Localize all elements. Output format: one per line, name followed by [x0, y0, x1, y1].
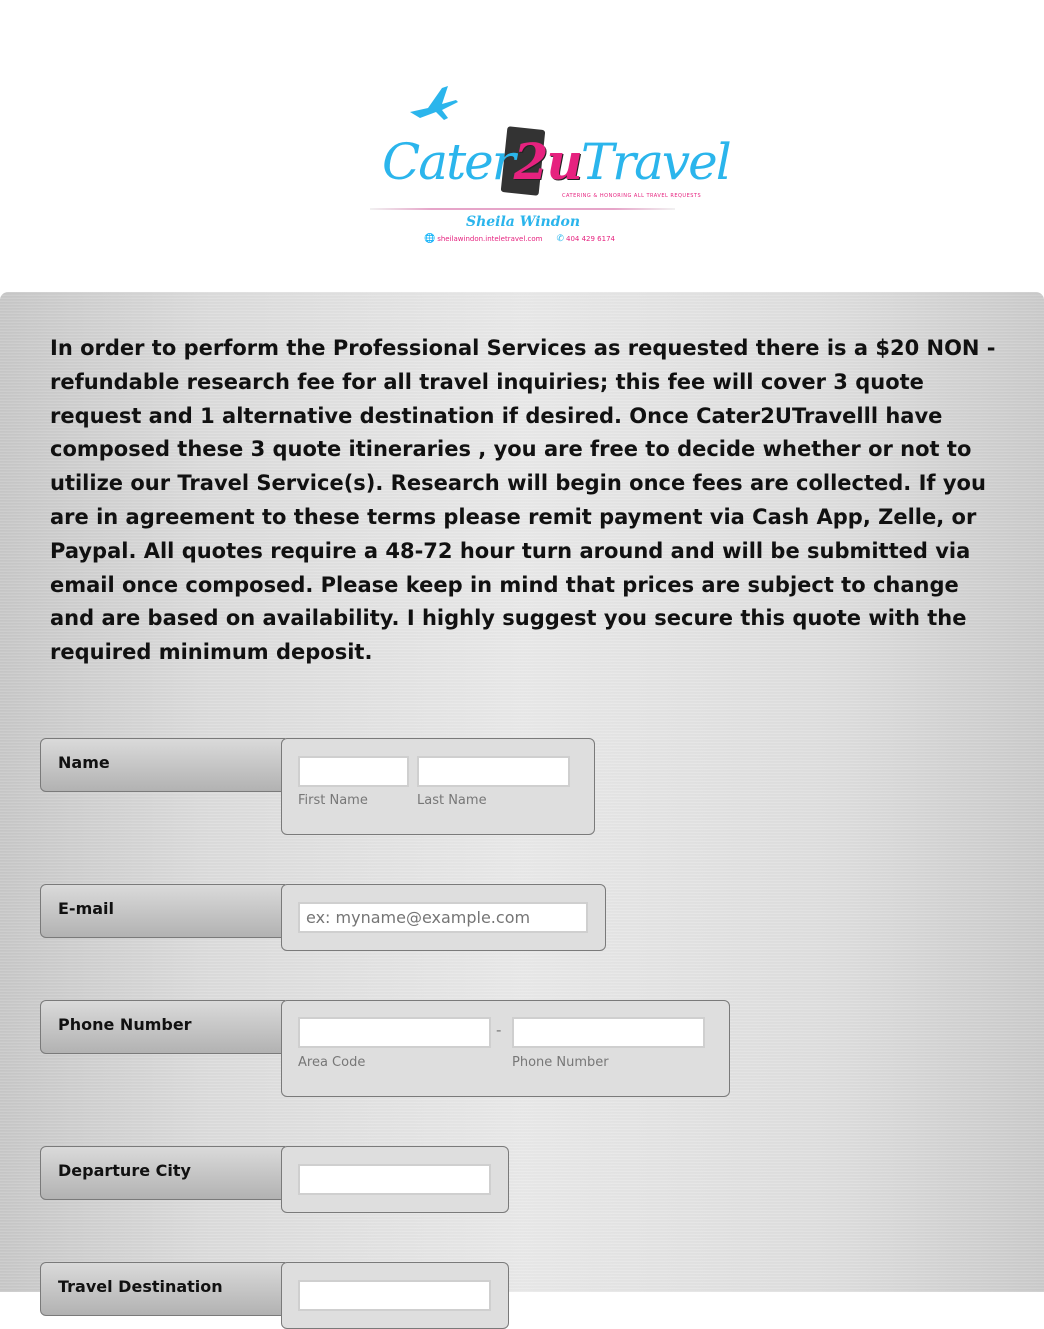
- phone-number-sublabel: Phone Number: [512, 1055, 609, 1070]
- email-field-group: [281, 884, 606, 951]
- brand-suffix: Travel: [580, 133, 730, 191]
- agent-name: Sheila Windon: [465, 214, 581, 230]
- brand-wordmark: [382, 132, 730, 191]
- brand-highlight: 2u: [513, 132, 581, 191]
- brand-tagline: CATERING & HONORING ALL TRAVEL REQUESTS: [562, 193, 702, 199]
- departure-city-input[interactable]: [298, 1164, 491, 1195]
- travel-destination-input[interactable]: [298, 1280, 491, 1311]
- phone-text: 404 429 6174: [566, 235, 615, 243]
- brand-logo: [368, 80, 730, 250]
- departure-city-label: Departure City: [40, 1146, 285, 1200]
- airplane-icon: [408, 82, 460, 122]
- divider: [370, 208, 675, 210]
- name-label: Name: [40, 738, 285, 792]
- area-code-input[interactable]: [298, 1017, 491, 1048]
- departure-city-field-group: [281, 1146, 509, 1213]
- form-panel: [0, 292, 1044, 1296]
- first-name-sublabel: First Name: [298, 793, 368, 808]
- first-name-input[interactable]: [298, 756, 409, 787]
- phone-icon: ✆: [556, 234, 564, 244]
- phone-separator: -: [496, 1021, 502, 1039]
- email-label: E-mail: [40, 884, 285, 938]
- globe-icon: 🌐: [424, 234, 436, 244]
- area-code-sublabel: Area Code: [298, 1055, 366, 1070]
- email-input[interactable]: [298, 902, 588, 933]
- phone-number-input[interactable]: [512, 1017, 705, 1048]
- last-name-input[interactable]: [417, 756, 570, 787]
- phone-item: [556, 234, 615, 244]
- website-text: sheilawindon.inteletravel.com: [437, 235, 543, 243]
- brand-prefix: Cater: [382, 133, 514, 191]
- name-field-group: [281, 738, 595, 835]
- phone-label: Phone Number: [40, 1000, 285, 1054]
- website-item: [424, 234, 542, 244]
- travel-destination-label: Travel Destination: [40, 1262, 285, 1316]
- intro-text: In order to perform the Professional Services as requested there is a $20 NON - refundable research fee for all travel inquiries; this fee will cover 3 quote request and 1 alternative destination if desired. Once Cater2UTravelll have composed these 3 quote itineraries , you are free to decide whether or not to utilize our Travel Service(s). Research will begin once fees are collected. If you are in agreement to these terms please remit payment via Cash App, Zelle, or Paypal. All quotes require a 48-72 hour turn around and will be submitted via email once composed. Please keep in mind that prices are subject to change and are based on availability. I highly suggest you secure this quote with the required minimum deposit.: [50, 336, 996, 665]
- contact-info: [424, 234, 615, 244]
- last-name-sublabel: Last Name: [417, 793, 487, 808]
- travel-destination-field-group: [281, 1262, 509, 1329]
- phone-field-group: [281, 1000, 730, 1097]
- header: [0, 0, 1044, 292]
